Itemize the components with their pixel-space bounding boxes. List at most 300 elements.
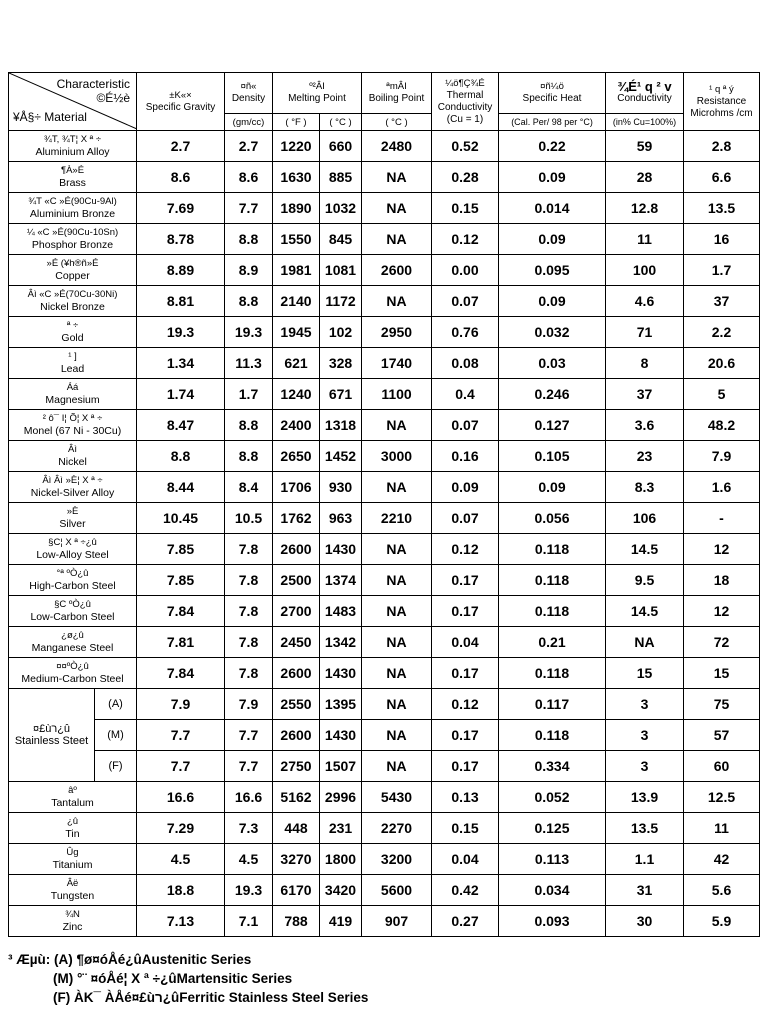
value-cell: 102 (320, 317, 362, 348)
value-cell: 0.42 (432, 875, 499, 906)
value-cell: 419 (320, 906, 362, 937)
value-cell: 2140 (273, 286, 320, 317)
material-name-cell (9, 472, 137, 503)
col-header-boiling-point: ªmÂI Boiling Point (362, 73, 432, 114)
value-cell: 7.9 (225, 689, 273, 720)
value-cell: 19.3 (225, 317, 273, 348)
value-cell: 0.09 (499, 162, 606, 193)
value-cell: 1.7 (225, 379, 273, 410)
material-name-cell (9, 193, 137, 224)
value-cell: 8.9 (225, 255, 273, 286)
value-cell: NA (362, 596, 432, 627)
value-cell: 2996 (320, 782, 362, 813)
material-garbled-name: ² ô¯ I¦ Õ¦ X ª ÷ (42, 413, 103, 424)
value-cell: 1318 (320, 410, 362, 441)
value-cell: 1.7 (684, 255, 760, 286)
value-cell: 7.7 (225, 193, 273, 224)
material-name-cell (9, 379, 137, 410)
table-row (9, 286, 760, 317)
value-cell: 0.07 (432, 286, 499, 317)
col-header-resistance: ¹ q ª ý Resistance Microhms /cm (684, 73, 760, 131)
value-cell: 1220 (273, 131, 320, 162)
value-cell: NA (362, 689, 432, 720)
material-garbled-name: °ª ºÒ¿û (56, 568, 89, 579)
material-english-name: Silver (59, 518, 86, 530)
value-cell: 7.3 (225, 813, 273, 844)
value-cell: 1032 (320, 193, 362, 224)
value-cell: 0.118 (499, 534, 606, 565)
value-cell: 7.84 (137, 596, 225, 627)
value-cell: 28 (606, 162, 684, 193)
value-cell: 18.8 (137, 875, 225, 906)
value-cell: 12.8 (606, 193, 684, 224)
value-cell: 7.1 (225, 906, 273, 937)
value-cell: 7.7 (137, 720, 225, 751)
footnote-martensitic: (M) °¨ ¤óÅé¦ X ª ÷¿ûMartensitic Series (53, 971, 293, 986)
value-cell: 5600 (362, 875, 432, 906)
value-cell: NA (362, 565, 432, 596)
value-cell: NA (362, 658, 432, 689)
material-name-cell (9, 224, 137, 255)
material-name-cell (9, 813, 137, 844)
value-cell: 7.7 (225, 720, 273, 751)
value-cell: 907 (362, 906, 432, 937)
table-row (9, 317, 760, 348)
material-garbled-name: Âì «C »É(70Cu-30Ni) (27, 289, 118, 300)
value-cell: 0.76 (432, 317, 499, 348)
material-english-name: Nickel-Silver Alloy (30, 487, 115, 499)
value-cell: 8.4 (225, 472, 273, 503)
material-english-name: Tantalum (51, 797, 94, 809)
value-cell: 23 (606, 441, 684, 472)
table-row (9, 875, 760, 906)
value-cell: 2650 (273, 441, 320, 472)
material-name-cell (9, 348, 137, 379)
value-cell: 2950 (362, 317, 432, 348)
material-name-cell (9, 441, 137, 472)
value-cell: 57 (684, 720, 760, 751)
value-cell: 4.5 (225, 844, 273, 875)
value-cell: 660 (320, 131, 362, 162)
value-cell: 13.5 (606, 813, 684, 844)
material-english-name: Nickel Bronze (40, 301, 105, 313)
value-cell: 0.07 (432, 410, 499, 441)
table-row (9, 813, 760, 844)
value-cell: 59 (606, 131, 684, 162)
value-cell: 13.9 (606, 782, 684, 813)
value-cell: 19.3 (225, 875, 273, 906)
value-cell: 2600 (362, 255, 432, 286)
table-row (9, 782, 760, 813)
value-cell: 0.117 (499, 689, 606, 720)
table-row (9, 720, 760, 751)
value-cell: 10.5 (225, 503, 273, 534)
value-cell: 0.04 (432, 844, 499, 875)
material-english-name: Medium-Carbon Steel (21, 673, 124, 685)
value-cell: 2500 (273, 565, 320, 596)
value-cell: 1395 (320, 689, 362, 720)
value-cell: 1172 (320, 286, 362, 317)
value-cell: 1706 (273, 472, 320, 503)
unit-boiling: ( °C ) (362, 114, 432, 131)
material-name-cell (9, 131, 137, 162)
material-english-name: Lead (60, 363, 85, 375)
material-garbled-name: ¾N (65, 909, 80, 920)
value-cell: 20.6 (684, 348, 760, 379)
value-cell: 0.09 (499, 224, 606, 255)
value-cell: 8.8 (225, 441, 273, 472)
corner-material-label: ¥Å§÷ Material (13, 110, 87, 124)
value-cell: 7.8 (225, 627, 273, 658)
material-english-name: Tungsten (50, 890, 95, 902)
material-garbled-name: ¿û (66, 816, 79, 827)
table-row (9, 193, 760, 224)
material-garbled-name: Áá (66, 382, 79, 393)
material-english-name: Nickel (58, 456, 87, 468)
table-row (9, 379, 760, 410)
table-row (9, 348, 760, 379)
value-cell: 30 (606, 906, 684, 937)
value-cell: 1.74 (137, 379, 225, 410)
footnote-austenitic: ³ Æµù: (A) ¶ø¤óÅé¿ûAustenitic Series (8, 952, 252, 967)
table-row (9, 689, 760, 720)
value-cell: 963 (320, 503, 362, 534)
value-cell: 0.21 (499, 627, 606, 658)
value-cell: 5.9 (684, 906, 760, 937)
value-cell: NA (362, 224, 432, 255)
value-cell: 8.44 (137, 472, 225, 503)
value-cell: 0.17 (432, 596, 499, 627)
stainless-series-code: (A) (95, 689, 137, 720)
material-garbled-name: »È (66, 506, 79, 517)
value-cell: 1430 (320, 720, 362, 751)
unit-density: (gm/cc) (225, 114, 273, 131)
value-cell: 8.8 (225, 410, 273, 441)
value-cell: 0.00 (432, 255, 499, 286)
col-header-specific-heat: ¤ñ¼ö Specific Heat (499, 73, 606, 114)
value-cell: 0.056 (499, 503, 606, 534)
value-cell: 0.12 (432, 224, 499, 255)
value-cell: 0.04 (432, 627, 499, 658)
value-cell: 671 (320, 379, 362, 410)
value-cell: 0.118 (499, 658, 606, 689)
value-cell: 885 (320, 162, 362, 193)
material-garbled-name: Âì (68, 444, 77, 455)
material-garbled-name: ª ÷ (66, 320, 79, 331)
material-english-name: Tin (65, 828, 80, 840)
table-row (9, 503, 760, 534)
value-cell: NA (362, 534, 432, 565)
value-cell: 60 (684, 751, 760, 782)
value-cell: 7.8 (225, 565, 273, 596)
table-row (9, 906, 760, 937)
value-cell: 7.29 (137, 813, 225, 844)
value-cell: 11.3 (225, 348, 273, 379)
value-cell: 0.12 (432, 534, 499, 565)
material-garbled-name: ¶À»É (60, 165, 85, 176)
value-cell: 1374 (320, 565, 362, 596)
material-name-cell (9, 503, 137, 534)
corner-header-cell (9, 73, 137, 131)
value-cell: 12 (684, 596, 760, 627)
value-cell: 3 (606, 751, 684, 782)
value-cell: 16.6 (225, 782, 273, 813)
value-cell: 8.8 (225, 286, 273, 317)
value-cell: 0.095 (499, 255, 606, 286)
value-cell: 1240 (273, 379, 320, 410)
table-row (9, 410, 760, 441)
value-cell: 12 (684, 534, 760, 565)
value-cell: 1507 (320, 751, 362, 782)
value-cell: 15 (606, 658, 684, 689)
material-name-cell (9, 782, 137, 813)
material-garbled-name: ¾T «C »É(90Cu-9Al) (28, 196, 117, 207)
material-english-name: Titanium (52, 859, 93, 871)
material-name-cell (9, 658, 137, 689)
value-cell: 448 (273, 813, 320, 844)
material-garbled-name: ¤¤ºÒ¿û (56, 661, 89, 672)
footnotes (8, 950, 368, 1007)
material-english-name: Phosphor Bronze (31, 239, 114, 251)
value-cell: 7.8 (225, 596, 273, 627)
value-cell: 3200 (362, 844, 432, 875)
value-cell: 11 (606, 224, 684, 255)
value-cell: 0.22 (499, 131, 606, 162)
value-cell: 8 (606, 348, 684, 379)
value-cell: 2750 (273, 751, 320, 782)
value-cell: 0.09 (499, 472, 606, 503)
value-cell: 14.5 (606, 534, 684, 565)
value-cell: 7.7 (225, 751, 273, 782)
value-cell: 8.89 (137, 255, 225, 286)
unit-specific-heat: (Cal. Per/ 98 per °C) (499, 114, 606, 131)
value-cell: 1430 (320, 534, 362, 565)
value-cell: 0.105 (499, 441, 606, 472)
value-cell: 8.6 (225, 162, 273, 193)
corner-characteristic: Characteristic ©É½è (56, 77, 130, 105)
value-cell: 19.3 (137, 317, 225, 348)
material-name-cell (9, 596, 137, 627)
value-cell: 3270 (273, 844, 320, 875)
material-garbled-name: Âì Âì »È¦ X ª ÷ (42, 475, 103, 486)
value-cell: 10.45 (137, 503, 225, 534)
value-cell: 11 (684, 813, 760, 844)
value-cell: 0.09 (499, 286, 606, 317)
value-cell: 2.7 (137, 131, 225, 162)
value-cell: 106 (606, 503, 684, 534)
table-row (9, 596, 760, 627)
material-garbled-name: ¾T, ¾T¦ X ª ÷ (43, 134, 102, 145)
value-cell: 2480 (362, 131, 432, 162)
value-cell: 0.118 (499, 596, 606, 627)
material-garbled-name: §C ºÒ¿û (54, 599, 91, 610)
col-header-thermal-conductivity: ¼ö¶Ç¾É Thermal Conductivity (Cu = 1) (432, 73, 499, 131)
value-cell: 2.8 (684, 131, 760, 162)
table-row (9, 441, 760, 472)
material-garbled-name: Ûg (66, 847, 79, 858)
value-cell: 845 (320, 224, 362, 255)
value-cell: 16.6 (137, 782, 225, 813)
material-name-cell (9, 565, 137, 596)
value-cell: 0.52 (432, 131, 499, 162)
value-cell: 2.7 (225, 131, 273, 162)
value-cell: 0.17 (432, 658, 499, 689)
table-row (9, 162, 760, 193)
value-cell: 7.84 (137, 658, 225, 689)
material-name-cell (9, 286, 137, 317)
material-name-cell (9, 317, 137, 348)
value-cell: 5.6 (684, 875, 760, 906)
value-cell: NA (362, 720, 432, 751)
unit-melting-f: ( °F ) (273, 114, 320, 131)
material-english-name: Brass (59, 177, 86, 189)
value-cell: 7.9 (684, 441, 760, 472)
value-cell: 8.78 (137, 224, 225, 255)
material-garbled-name: Âë (66, 878, 79, 889)
value-cell: 9.5 (606, 565, 684, 596)
value-cell: 2210 (362, 503, 432, 534)
value-cell: 328 (320, 348, 362, 379)
value-cell: 1740 (362, 348, 432, 379)
material-english-name: Low-Carbon Steel (30, 611, 115, 623)
value-cell: 2700 (273, 596, 320, 627)
value-cell: 7.85 (137, 565, 225, 596)
value-cell: 0.09 (432, 472, 499, 503)
material-garbled-name: ¼ «C »É(90Cu-10Sn) (26, 227, 119, 238)
material-name-cell (9, 875, 137, 906)
value-cell: 2600 (273, 658, 320, 689)
value-cell: 1483 (320, 596, 362, 627)
footnote-ferritic: (F) ÀK¯ ÀÅé¤£ùר¿ûFerritic Stainless Steel Series (53, 990, 369, 1005)
value-cell: 5162 (273, 782, 320, 813)
unit-melting-c: ( °C ) (320, 114, 362, 131)
value-cell: 7.69 (137, 193, 225, 224)
table-row (9, 627, 760, 658)
value-cell: 0.093 (499, 906, 606, 937)
col-header-specific-gravity: ±K«× Specific Gravity (137, 73, 225, 131)
table-row (9, 658, 760, 689)
value-cell: 5 (684, 379, 760, 410)
value-cell: 7.13 (137, 906, 225, 937)
value-cell: 2600 (273, 534, 320, 565)
value-cell: 2600 (273, 720, 320, 751)
value-cell: 2270 (362, 813, 432, 844)
value-cell: 621 (273, 348, 320, 379)
value-cell: 0.034 (499, 875, 606, 906)
material-english-name: Zinc (62, 921, 83, 933)
material-english-name: Aluminium Alloy (35, 146, 110, 158)
value-cell: 2550 (273, 689, 320, 720)
value-cell: 2.2 (684, 317, 760, 348)
value-cell: 48.2 (684, 410, 760, 441)
value-cell: 1.1 (606, 844, 684, 875)
value-cell: 0.15 (432, 813, 499, 844)
value-cell: 1550 (273, 224, 320, 255)
value-cell: 37 (684, 286, 760, 317)
material-english-name: High-Carbon Steel (29, 580, 116, 592)
value-cell: 0.125 (499, 813, 606, 844)
value-cell: 0.4 (432, 379, 499, 410)
value-cell: 1.34 (137, 348, 225, 379)
value-cell: 0.113 (499, 844, 606, 875)
material-garbled-name: ¿ø¿û (61, 630, 84, 641)
value-cell: 1342 (320, 627, 362, 658)
value-cell: 7.8 (225, 534, 273, 565)
value-cell: 788 (273, 906, 320, 937)
material-english-name: Gold (61, 332, 84, 344)
value-cell: 5430 (362, 782, 432, 813)
value-cell: NA (606, 627, 684, 658)
value-cell: - (684, 503, 760, 534)
stainless-steel-cell (9, 689, 95, 782)
material-name-cell (9, 410, 137, 441)
value-cell: 6.6 (684, 162, 760, 193)
value-cell: 18 (684, 565, 760, 596)
value-cell: 75 (684, 689, 760, 720)
value-cell: 15 (684, 658, 760, 689)
material-english-name: Manganese Steel (31, 642, 114, 654)
value-cell: 1630 (273, 162, 320, 193)
value-cell: 0.27 (432, 906, 499, 937)
value-cell: 8.6 (137, 162, 225, 193)
value-cell: 14.5 (606, 596, 684, 627)
value-cell: 4.6 (606, 286, 684, 317)
value-cell: 0.16 (432, 441, 499, 472)
material-garbled-name: »É (¥h®ñ»É (46, 258, 99, 269)
material-properties-table (8, 72, 760, 937)
value-cell: NA (362, 193, 432, 224)
table-row (9, 255, 760, 286)
value-cell: 1081 (320, 255, 362, 286)
value-cell: 3 (606, 720, 684, 751)
value-cell: 7.81 (137, 627, 225, 658)
value-cell: 0.246 (499, 379, 606, 410)
col-header-melting-point: º²ÂI Melting Point (273, 73, 362, 114)
value-cell: 1762 (273, 503, 320, 534)
value-cell: 1.6 (684, 472, 760, 503)
value-cell: NA (362, 751, 432, 782)
value-cell: 0.032 (499, 317, 606, 348)
value-cell: 0.17 (432, 565, 499, 596)
value-cell: NA (362, 472, 432, 503)
value-cell: 13.5 (684, 193, 760, 224)
value-cell: 42 (684, 844, 760, 875)
value-cell: 2450 (273, 627, 320, 658)
value-cell: 0.118 (499, 720, 606, 751)
stainless-series-code: (F) (95, 751, 137, 782)
value-cell: 1945 (273, 317, 320, 348)
value-cell: 3420 (320, 875, 362, 906)
value-cell: 16 (684, 224, 760, 255)
material-name-cell (9, 534, 137, 565)
value-cell: 31 (606, 875, 684, 906)
material-name-cell (9, 627, 137, 658)
value-cell: 1981 (273, 255, 320, 286)
value-cell: 1100 (362, 379, 432, 410)
value-cell: 37 (606, 379, 684, 410)
table-row (9, 751, 760, 782)
value-cell: 0.13 (432, 782, 499, 813)
value-cell: 0.28 (432, 162, 499, 193)
table-row (9, 844, 760, 875)
value-cell: 0.08 (432, 348, 499, 379)
material-garbled-name: âº (68, 785, 77, 796)
value-cell: 1890 (273, 193, 320, 224)
value-cell: NA (362, 162, 432, 193)
value-cell: 8.81 (137, 286, 225, 317)
value-cell: 3.6 (606, 410, 684, 441)
value-cell: 6170 (273, 875, 320, 906)
